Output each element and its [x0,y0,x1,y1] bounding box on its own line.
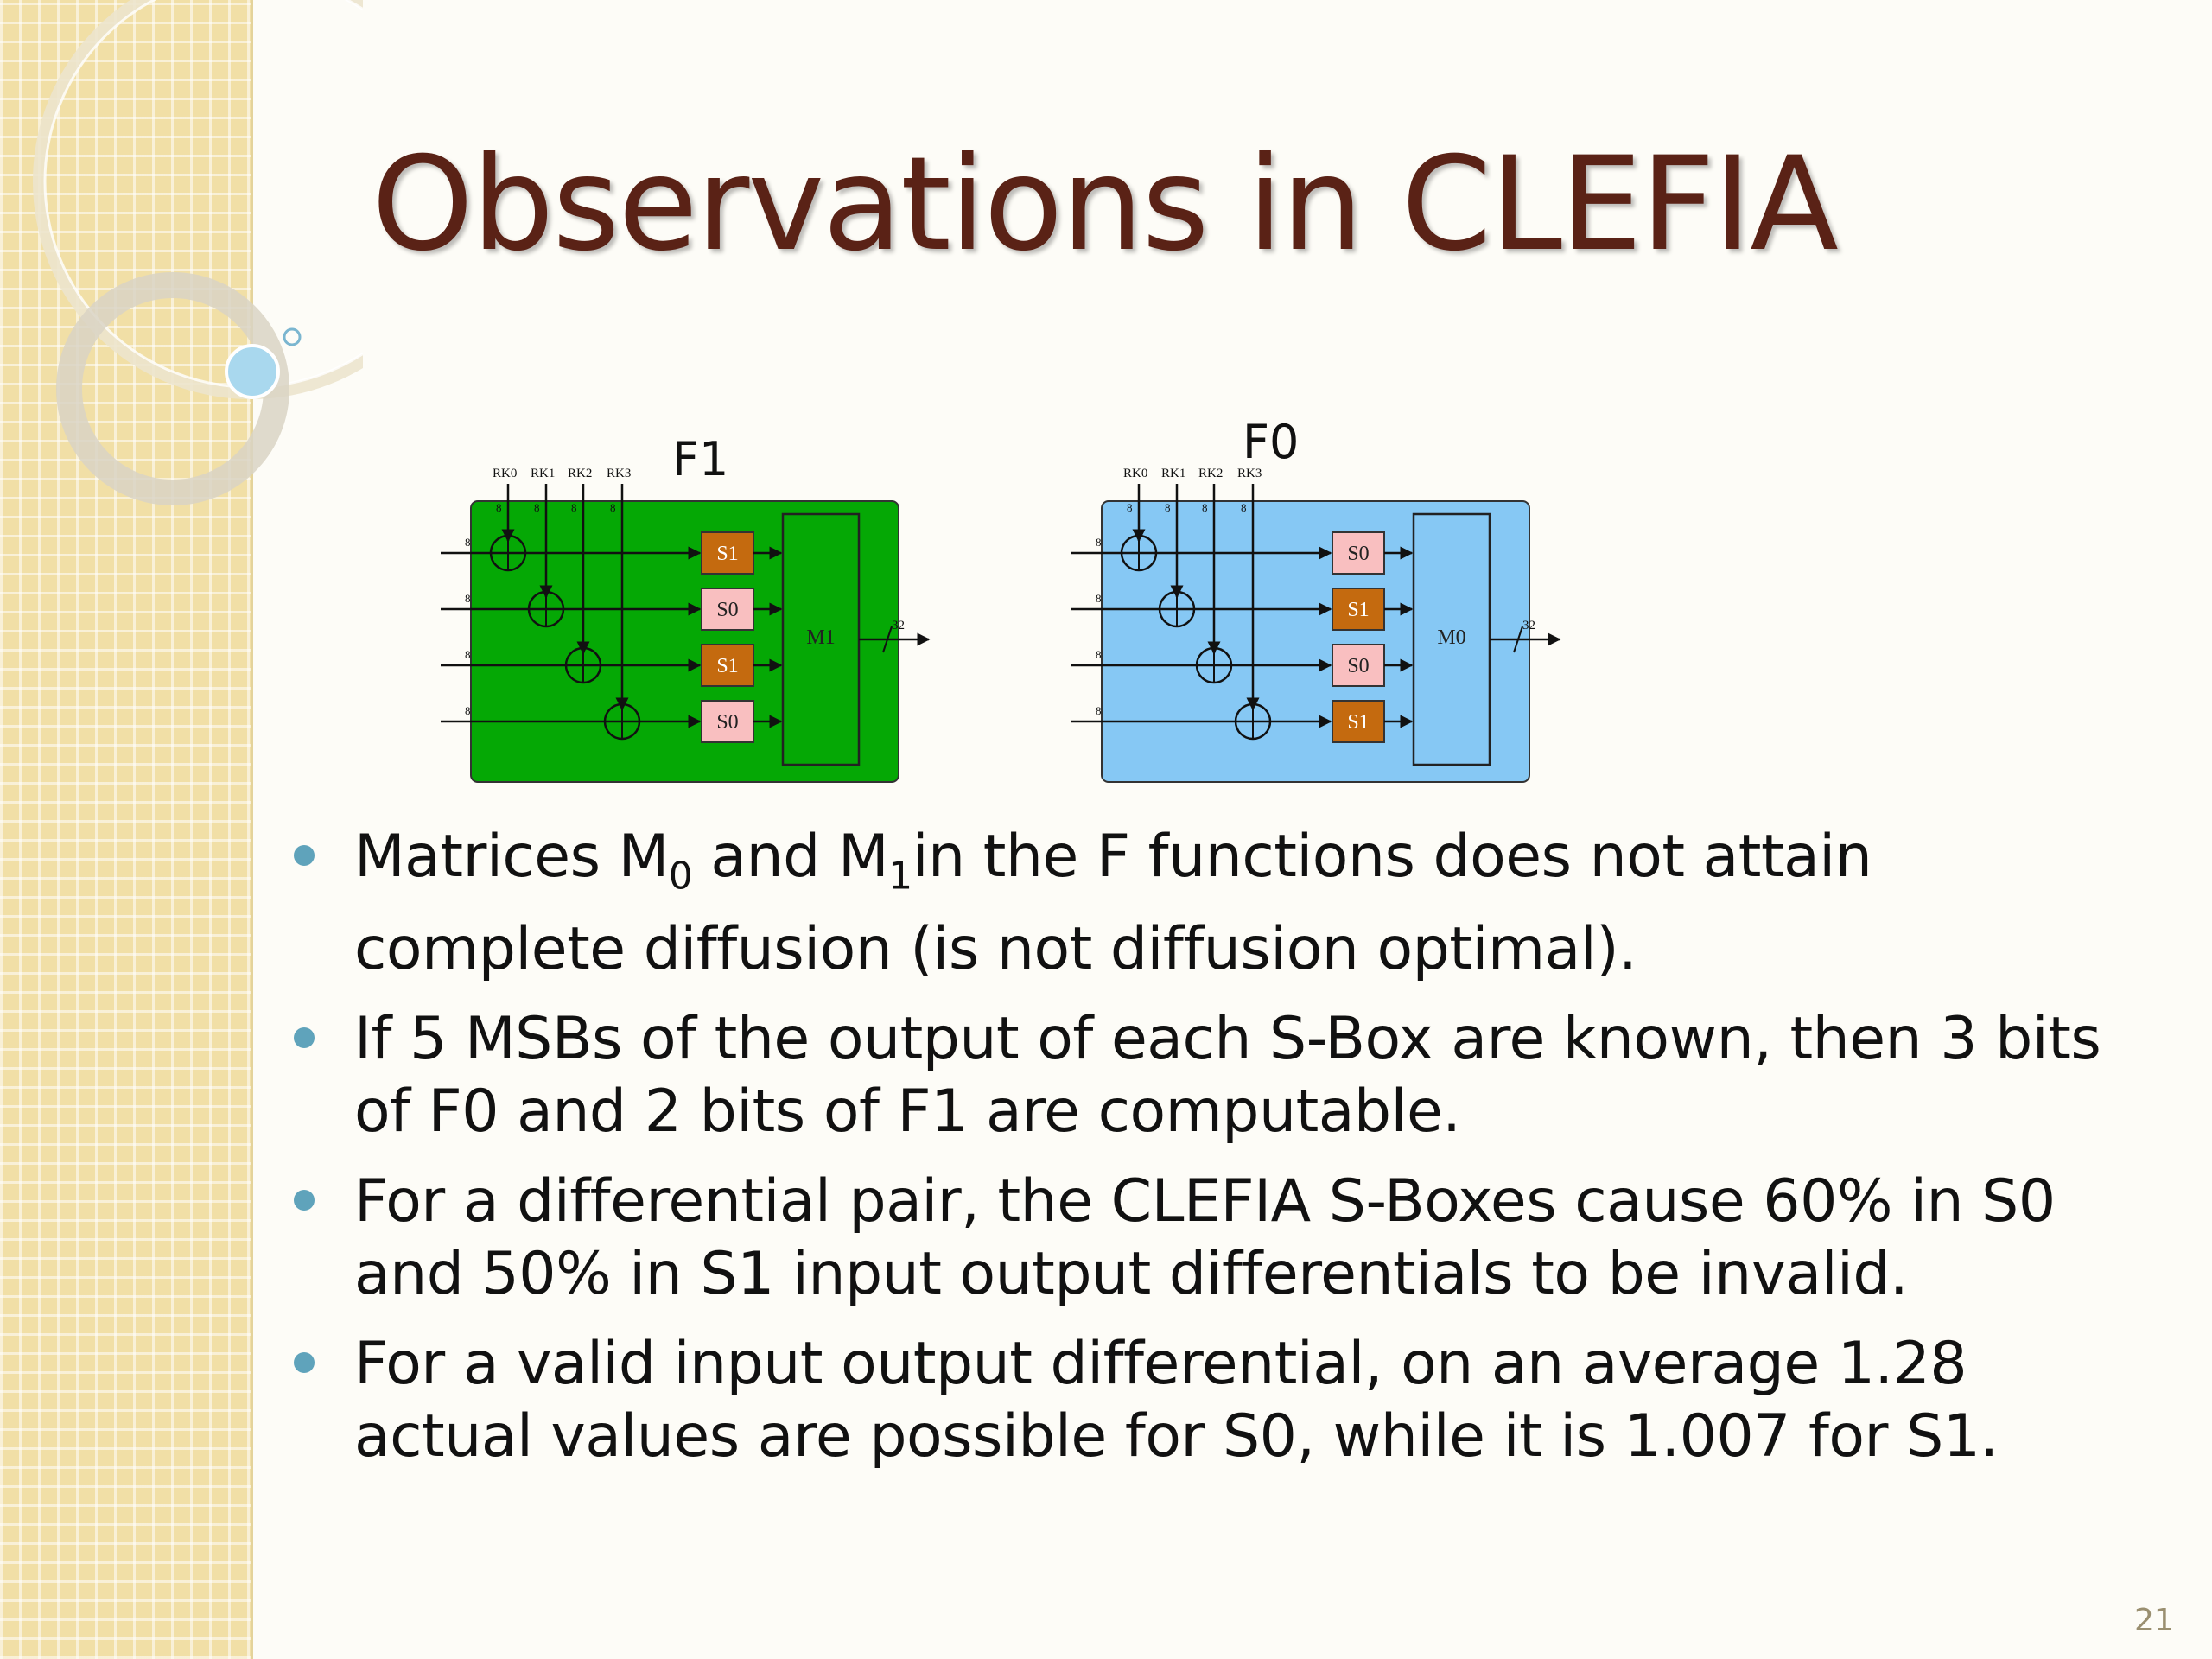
bullet-dot [294,1352,315,1373]
bit-width-label: 8 [571,501,577,514]
bullet-dot [294,845,315,866]
bit-width-label: 8 [1202,501,1208,514]
bit-width-label: 8 [1165,501,1171,514]
bit-width-label: 8 [610,501,616,514]
bit-width-label: 8 [1096,648,1102,661]
bit-width-label: 8 [465,592,471,605]
matrix-label: M1 [806,626,836,649]
bit-width-label: 8 [1096,536,1102,549]
bit-width-label: 8 [1096,592,1102,605]
round-key-label: RK2 [568,467,593,480]
bullet-item [294,1166,2108,1311]
sbox-label: S0 [1347,655,1370,677]
bullet-text-part: in the F functions does not attain complete diffusion (is not diffusion optimal). [354,823,1872,983]
round-key-label: RK2 [1198,467,1224,480]
bullet-dot [294,1027,315,1048]
bullet-text-part: Matrices M [354,823,669,891]
sbox-label: S1 [716,655,739,677]
bullet-text: If 5 MSBs of the output of each S-Box are known, then 3 bits of F0 and 2 bits of F1 are computable. [354,1004,2101,1146]
f1-label: F1 [672,432,729,486]
bit-width-label: 8 [534,501,540,514]
bit-width-label: 8 [496,501,502,514]
sbox-label: S0 [716,599,739,621]
f1-diagram [441,432,929,782]
bullet-item [294,1328,2108,1473]
sbox-label: S0 [1347,543,1370,565]
round-key-label: RK1 [531,467,556,480]
f0-label: F0 [1243,415,1300,469]
bullet-text: For a valid input output differential, on an average 1.28 actual values are possible for S0, while it is 1.007 for S1. [354,1329,1999,1471]
round-key-label: RK3 [1237,467,1262,480]
bullet-text: For a differential pair, the CLEFIA S-Boxes cause 60% in S0 and 50% in S1 input output differentials to be invalid. [354,1166,2056,1308]
sbox-label: S1 [716,543,739,565]
round-key-label: RK3 [607,467,632,480]
bit-width-label: 8 [1241,501,1247,514]
bit-width-label: 8 [1096,704,1102,717]
output-width-label: 32 [1522,619,1535,632]
sbox-label: S1 [1347,599,1370,621]
bullet-text-part: and M [692,823,889,891]
observation-list [294,821,2108,1491]
bullet-dot [294,1190,315,1211]
page-number: 21 [2134,1603,2174,1638]
slide-title: Observations in CLEFIA [372,130,1837,280]
f0-diagram [1071,415,1560,782]
bit-width-label: 8 [465,536,471,549]
bit-width-label: 8 [1127,501,1133,514]
bullet-item [294,1003,2108,1148]
sbox-label: S0 [716,711,739,734]
subscript: 1 [888,854,912,899]
subscript: 0 [668,854,693,899]
bullet-item [294,821,2108,986]
sbox-label: S1 [1347,711,1370,734]
bit-width-label: 8 [465,704,471,717]
round-key-label: RK0 [493,467,518,480]
matrix-label: M0 [1437,626,1466,649]
round-key-label: RK0 [1123,467,1148,480]
output-width-label: 32 [892,619,905,632]
round-key-label: RK1 [1161,467,1186,480]
bit-width-label: 8 [465,648,471,661]
